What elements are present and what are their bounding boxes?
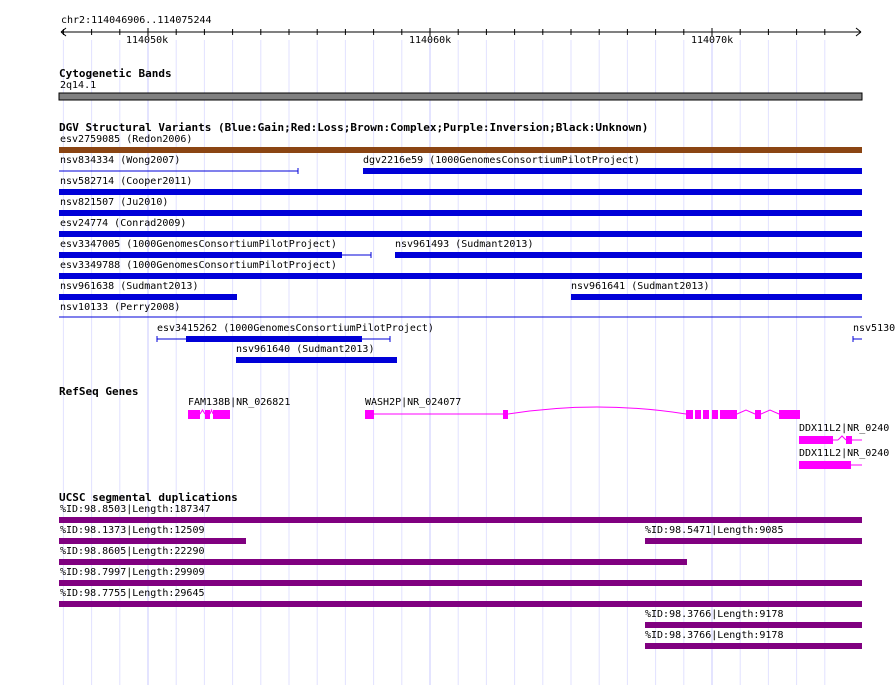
dgv-feature-label: nsv5130 xyxy=(853,323,895,334)
dgv-feature-label: esv3349788 (1000GenomesConsortiumPilotProject) xyxy=(60,260,337,271)
segdup-feature-2[interactable] xyxy=(59,538,246,544)
segdup-feature-label: %ID:98.8503|Length:187347 xyxy=(60,504,211,515)
dgv-feature-nsv961641[interactable] xyxy=(571,294,862,300)
dgv-feature-esv3347005[interactable] xyxy=(59,252,371,258)
dgv-feature-nsv961493[interactable] xyxy=(395,252,862,258)
dgv-feature-label: nsv10133 (Perry2008) xyxy=(60,302,181,313)
ruler-tick-label: 114050k xyxy=(126,35,169,46)
dgv-feature-label: nsv961640 (Sudmant2013) xyxy=(236,344,375,355)
dgv-feature-esv3349788[interactable] xyxy=(59,273,862,279)
segdup-feature-label: %ID:98.7997|Length:29909 xyxy=(60,567,205,578)
dgv-feature-nsv961640[interactable] xyxy=(236,357,397,363)
ruler-coordinates: chr2:114046906..114075244 xyxy=(61,15,212,26)
ruler-tick-label: 114060k xyxy=(409,35,452,46)
dgv-feature-label: nsv961493 (Sudmant2013) xyxy=(395,239,534,250)
dgv-feature-label: nsv834334 (Wong2007) xyxy=(60,155,181,166)
segdup-feature-8[interactable] xyxy=(645,643,862,649)
dgv-feature-nsv582714[interactable] xyxy=(59,189,862,195)
dgv-feature-label: esv3415262 (1000GenomesConsortiumPilotProject) xyxy=(157,323,434,334)
gene-label: DDX11L2|NR_0240 xyxy=(799,448,890,459)
segdup-feature-3[interactable] xyxy=(645,538,862,544)
segdup-feature-5[interactable] xyxy=(59,580,862,586)
dgv-feature-nsv961638[interactable] xyxy=(59,294,237,300)
gene-ddx11l2-2[interactable] xyxy=(799,461,862,469)
dgv-feature-esv24774[interactable] xyxy=(59,231,862,237)
track-title-cytoband: Cytogenetic Bands xyxy=(59,67,172,80)
ruler-tick-label: 114070k xyxy=(691,35,734,46)
dgv-feature-nsv5130[interactable] xyxy=(853,336,862,342)
dgv-feature-label: nsv961641 (Sudmant2013) xyxy=(571,281,710,292)
dgv-feature-label: esv3347005 (1000GenomesConsortiumPilotProject) xyxy=(60,239,337,250)
dgv-feature-label: nsv582714 (Cooper2011) xyxy=(60,176,193,187)
segdup-feature-label: %ID:98.3766|Length:9178 xyxy=(645,630,784,641)
segdup-feature-label: %ID:98.1373|Length:12509 xyxy=(60,525,205,536)
dgv-feature-esv2759085[interactable] xyxy=(59,147,862,153)
track-title-segdup: UCSC segmental duplications xyxy=(59,491,238,504)
cytoband-2q14-1[interactable] xyxy=(59,93,862,100)
gene-label: WASH2P|NR_024077 xyxy=(365,397,462,408)
segdup-feature-6[interactable] xyxy=(59,601,862,607)
dgv-feature-esv3415262[interactable] xyxy=(157,336,390,342)
gene-label: FAM138B|NR_026821 xyxy=(188,397,291,408)
dgv-feature-nsv834334[interactable] xyxy=(59,168,298,174)
gene-fam138b[interactable] xyxy=(188,410,230,419)
ruler[interactable] xyxy=(61,28,861,36)
cytoband-label: 2q14.1 xyxy=(60,80,97,91)
segdup-feature-label: %ID:98.3766|Length:9178 xyxy=(645,609,784,620)
dgv-feature-label: dgv2216e59 (1000GenomesConsortiumPilotProject) xyxy=(363,155,640,166)
gene-ddx11l2-1[interactable] xyxy=(799,436,862,444)
segdup-feature-label: %ID:98.7755|Length:29645 xyxy=(60,588,205,599)
dgv-feature-label: esv2759085 (Redon2006) xyxy=(60,134,193,145)
dgv-feature-label: nsv961638 (Sudmant2013) xyxy=(60,281,199,292)
dgv-feature-dgv2216e59[interactable] xyxy=(363,168,862,174)
dgv-feature-label: nsv821507 (Ju2010) xyxy=(60,197,169,208)
segdup-feature-label: %ID:98.5471|Length:9085 xyxy=(645,525,784,536)
track-title-dgv: DGV Structural Variants (Blue:Gain;Red:Loss;Brown:Complex;Purple:Inversion;Black:Unknown) xyxy=(59,121,649,134)
dgv-feature-nsv821507[interactable] xyxy=(59,210,862,216)
track-title-refseq: RefSeq Genes xyxy=(59,385,139,398)
segdup-feature-4[interactable] xyxy=(59,559,687,565)
segdup-feature-1[interactable] xyxy=(59,517,862,523)
dgv-feature-label: esv24774 (Conrad2009) xyxy=(60,218,187,229)
gene-label: DDX11L2|NR_0240 xyxy=(799,423,890,434)
segdup-feature-7[interactable] xyxy=(645,622,862,628)
segdup-feature-label: %ID:98.8605|Length:22290 xyxy=(60,546,205,557)
